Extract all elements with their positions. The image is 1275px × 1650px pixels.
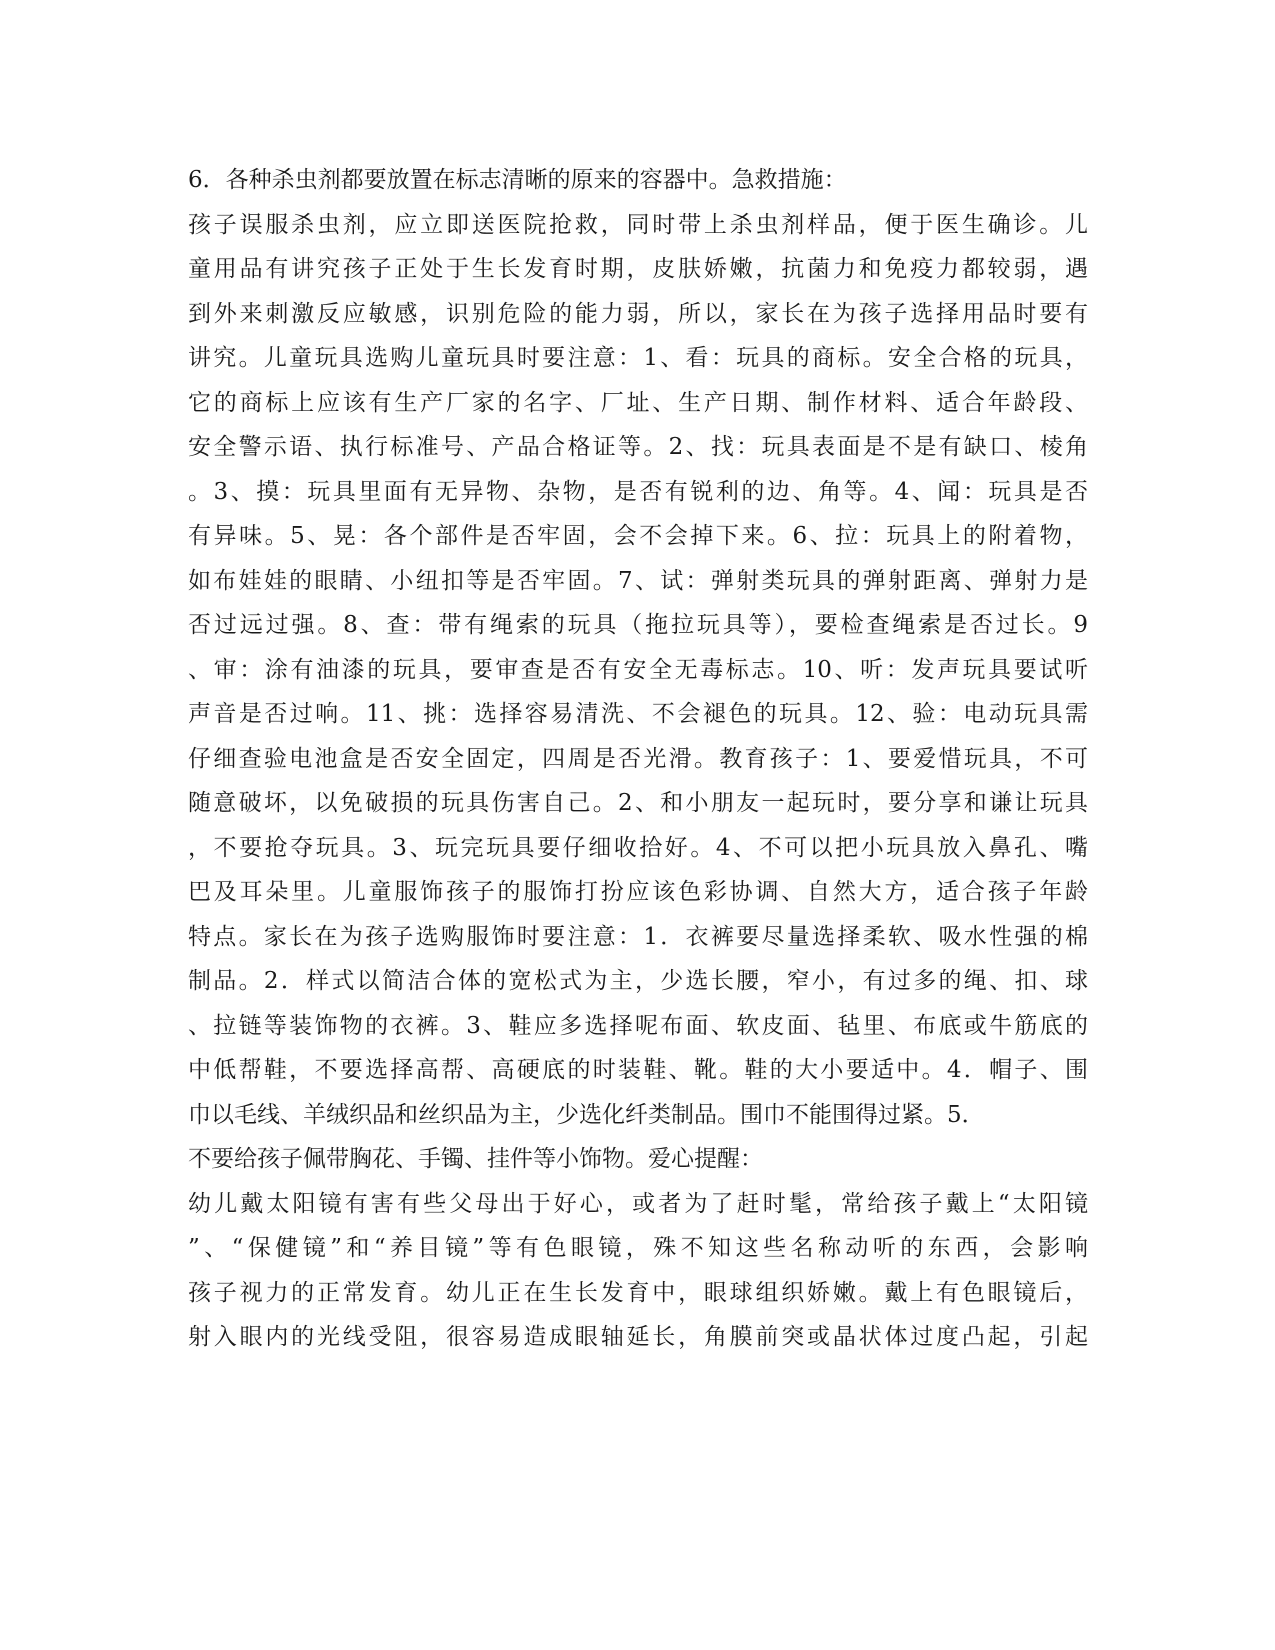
text-line: 如布娃娃的眼睛、小纽扣等是否牢固。7、试：弹射类玩具的弹射距离、弹射力是 xyxy=(188,567,1088,594)
text-line: 有异味。5、晃：各个部件是否牢固，会不会掉下来。6、拉：玩具上的附着物， xyxy=(188,523,1088,549)
text-line: 安全警示语、执行标准号、产品合格证等。2、找：玩具表面是不是有缺口、棱角 xyxy=(188,434,1088,460)
text-line: 6．各种杀虫剂都要放置在标志清晰的原来的容器中。急救措施： xyxy=(188,167,847,193)
text-line: 巴及耳朵里。儿童服饰孩子的服饰打扮应该色彩协调、自然大方，适合孩子年龄 xyxy=(188,879,1088,905)
text-line: 孩子视力的正常发育。幼儿正在生长发育中，眼球组织娇嫩。戴上有色眼镜后， xyxy=(188,1279,1088,1306)
text-line: 讲究。儿童玩具选购儿童玩具时要注意：1、看：玩具的商标。安全合格的玩具， xyxy=(188,345,1088,371)
text-line: 幼儿戴太阳镜有害有些父母出于好心，或者为了赶时髦，常给孩子戴上“太阳镜 xyxy=(188,1190,1088,1217)
text-line: 随意破坏，以免破损的玩具伤害自己。2、和小朋友一起玩时，要分享和谦让玩具 xyxy=(188,790,1088,816)
text-line: 它的商标上应该有生产厂家的名字、厂址、生产日期、制作材料、适合年龄段、 xyxy=(188,389,1088,416)
body-text xyxy=(188,158,1088,1360)
text-line: 。3、摸：玩具里面有无异物、杂物，是否有锐利的边、角等。4、闻：玩具是否 xyxy=(188,478,1088,505)
text-line: 声音是否过响。11、挑：选择容易清洗、不会褪色的玩具。12、验：电动玩具需 xyxy=(188,701,1088,727)
text-line: 仔细查验电池盒是否安全固定，四周是否光滑。教育孩子：1、要爱惜玩具，不可 xyxy=(188,745,1088,772)
text-line: 不要给孩子佩带胸花、手镯、挂件等小饰物。爱心提醒： xyxy=(188,1146,763,1172)
text-line: 、拉链等装饰物的衣裤。3、鞋应多选择呢布面、软皮面、毡里、布底或牛筋底的 xyxy=(188,1012,1088,1039)
text-line: 射入眼内的光线受阻，很容易造成眼轴延长，角膜前突或晶状体过度凸起，引起 xyxy=(188,1324,1088,1350)
text-line: 特点。家长在为孩子选购服饰时要注意：1．衣裤要尽量选择柔软、吸水性强的棉 xyxy=(188,923,1088,950)
text-line: ，不要抢夺玩具。3、玩完玩具要仔细收拾好。4、不可以把小玩具放入鼻孔、嘴 xyxy=(188,834,1088,861)
text-line: 制品。2．样式以简洁合体的宽松式为主，少选长腰，窄小，有过多的绳、扣、球 xyxy=(188,968,1088,994)
text-line: 中低帮鞋，不要选择高帮、高硬底的时装鞋、靴。鞋的大小要适中。4．帽子、围 xyxy=(188,1057,1088,1083)
text-line: 孩子误服杀虫剂，应立即送医院抢救，同时带上杀虫剂样品，便于医生确诊。儿 xyxy=(188,211,1088,238)
text-line: 巾以毛线、羊绒织品和丝织品为主，少选化纤类制品。围巾不能围得过紧。5． xyxy=(188,1101,985,1128)
text-line: ”、“保健镜”和“养目镜”等有色眼镜，殊不知这些名称动听的东西，会影响 xyxy=(188,1235,1088,1261)
text-line: 到外来刺激反应敏感，识别危险的能力弱，所以，家长在为孩子选择用品时要有 xyxy=(188,300,1088,327)
text-line: 、审：涂有油漆的玩具，要审查是否有安全无毒标志。10、听：发声玩具要试听 xyxy=(188,656,1088,683)
text-line: 童用品有讲究孩子正处于生长发育时期，皮肤娇嫩，抗菌力和免疫力都较弱，遇 xyxy=(188,256,1088,282)
text-line: 否过远过强。8、查：带有绳索的玩具（拖拉玩具等），要检查绳索是否过长。9 xyxy=(188,612,1088,638)
